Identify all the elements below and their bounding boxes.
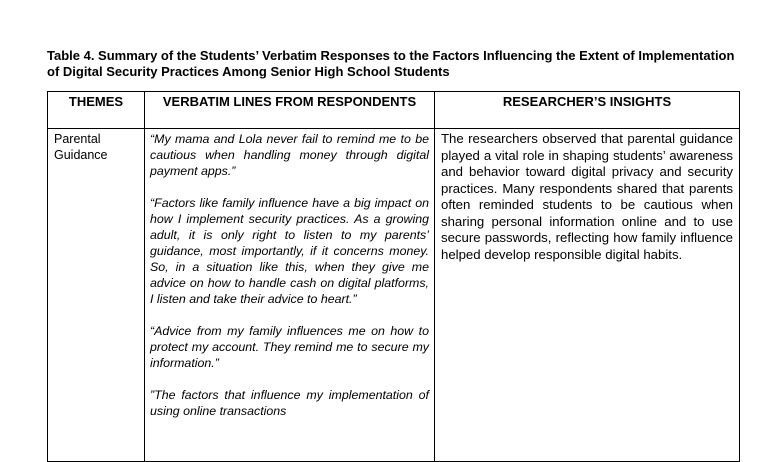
summary-table bbox=[47, 91, 740, 462]
table-caption: Table 4. Summary of the Students’ Verbatim Responses to the Factors Influencing the Extent of Implementation of Digital Security Practices Among Senior High School Students bbox=[47, 48, 735, 79]
table-header-row bbox=[48, 92, 740, 129]
verbatim-cell bbox=[145, 129, 435, 462]
header-themes: THEMES bbox=[48, 92, 145, 129]
table-row bbox=[48, 129, 740, 462]
verbatim-quote: ”The factors that influence my implementation of using online transactions bbox=[150, 388, 429, 418]
theme-cell: Parental Guidance bbox=[48, 129, 145, 462]
verbatim-quote: “My mama and Lola never fail to remind me to be cautious when handling money through digital payment apps.” bbox=[150, 132, 429, 178]
verbatim-quote: “Factors like family influence have a big impact on how I implement security practices. As a growing adult, it is only right to listen to my parents’ guidance, most importantly, if it concerns money. So, in a situation like this, when they give me advice on how to handle cash on digital platforms, I listen and take their advice to heart.” bbox=[150, 196, 429, 306]
insight-text: The researchers observed that parental guidance played a vital role in shaping students’ awareness and behavior toward digital privacy and security practices. Many respondents shared that parents often reminded students to be cautious when sharing personal information online and to use secure passwords, reflecting how family influence helped develop responsible digital habits. bbox=[441, 131, 733, 262]
header-verbatim-lines: VERBATIM LINES FROM RESPONDENTS bbox=[145, 92, 435, 129]
insight-cell bbox=[435, 129, 740, 462]
header-researcher-insights: RESEARCHER’S INSIGHTS bbox=[435, 92, 740, 129]
verbatim-quote: “Advice from my family influences me on how to protect my account. They remind me to secure my information.” bbox=[150, 324, 429, 370]
